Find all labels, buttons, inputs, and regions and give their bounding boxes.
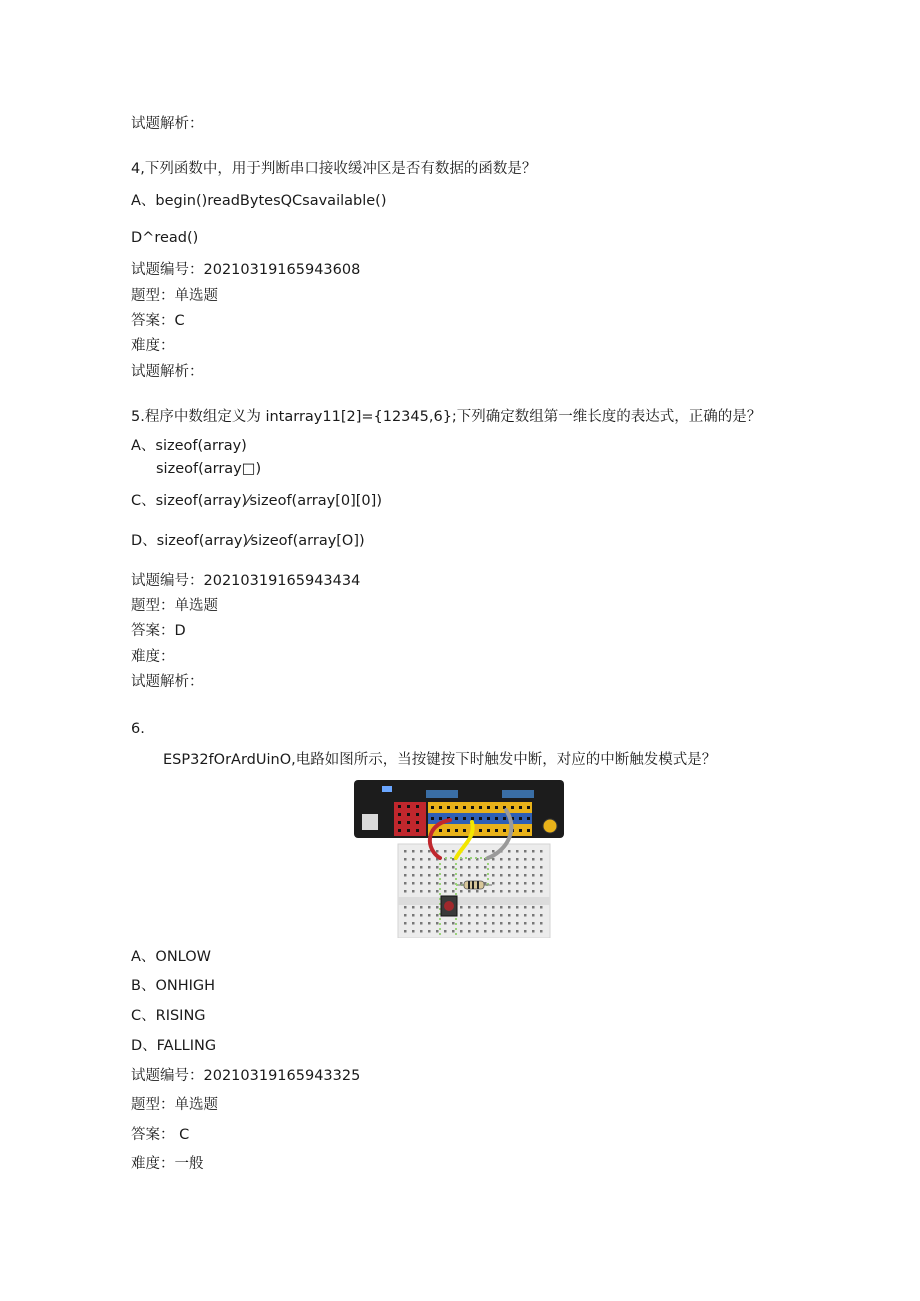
q5-option-b: sizeof(array□) <box>156 461 262 477</box>
q5-option-a: A、sizeof(array) <box>131 438 247 454</box>
q6-option-b: B、ONHIGH <box>131 978 216 994</box>
q6-option-c: C、RISING <box>131 1008 206 1024</box>
q4-option-d: D^read() <box>131 230 199 246</box>
q4-answer: 答案：C <box>131 313 185 329</box>
push-button <box>441 896 457 916</box>
mount-hole <box>543 819 557 833</box>
circuit-figure <box>354 780 564 938</box>
q4-analysis: 试题解析： <box>131 364 204 380</box>
board-chip-right <box>502 790 534 798</box>
q5-analysis: 试题解析： <box>131 674 204 690</box>
q6-type: 题型：单选题 <box>131 1097 218 1113</box>
q6-difficulty: 难度：一般 <box>131 1156 204 1172</box>
q4-difficulty: 难度： <box>131 338 175 354</box>
q6-number: 6. <box>131 721 145 737</box>
q5-option-d: D、sizeof(array)⁄sizeof(array[O]) <box>131 533 365 549</box>
q4-option-a: A、begin()readBytesQCsavailable() <box>131 193 387 209</box>
board-led <box>382 786 392 792</box>
q6-option-d: D、FALLING <box>131 1038 217 1054</box>
q6-stem: ESP32fOrArdUinO,电路如图所示，当按键按下时触发中断，对应的中断触发模式是？ <box>163 752 717 768</box>
q5-difficulty: 难度： <box>131 649 175 665</box>
board-connector <box>362 814 378 830</box>
q5-option-c: C、sizeof(array)⁄sizeof(array[0][0]) <box>131 493 382 509</box>
q4-id: 试题编号：20210319165943608 <box>131 262 361 278</box>
breadboard-center-channel <box>398 897 550 905</box>
q4-type: 题型：单选题 <box>131 288 218 304</box>
q5-answer: 答案：D <box>131 623 186 639</box>
board-chip-left <box>426 790 458 798</box>
q6-option-a: A、ONLOW <box>131 949 211 965</box>
prev-analysis-label: 试题解析： <box>131 116 204 132</box>
q5-id: 试题编号：20210319165943434 <box>131 573 361 589</box>
q6-id: 试题编号：20210319165943325 <box>131 1068 361 1084</box>
q6-answer: 答案： C <box>131 1127 190 1143</box>
q4-stem: 4,下列函数中，用于判断串口接收缓冲区是否有数据的函数是？ <box>131 161 537 177</box>
q5-stem: 5.程序中数组定义为 intarray11[2]={12345,6};下列确定数组第一维长度的表达式，正确的是？ <box>131 409 762 425</box>
q5-type: 题型：单选题 <box>131 598 218 614</box>
